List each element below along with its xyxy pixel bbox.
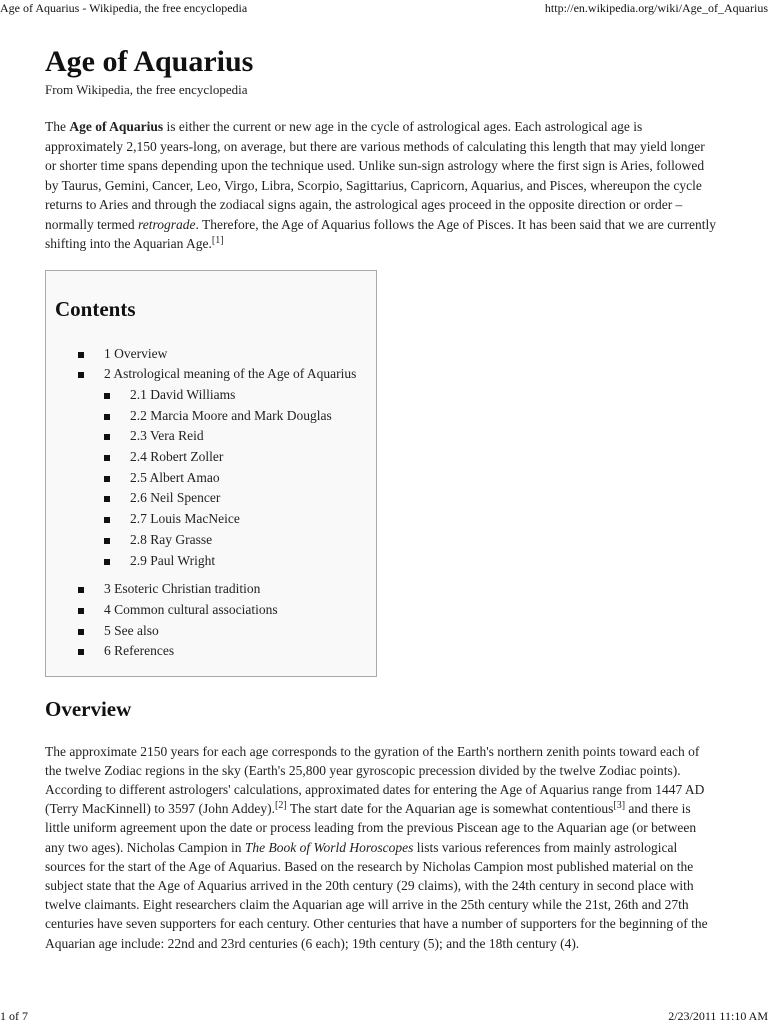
toc-subitem[interactable]: 2.7 Louis MacNeice (104, 509, 356, 530)
toc-item[interactable]: 5 See also (78, 621, 356, 642)
intro-italic-term: retrograde (137, 216, 196, 232)
intro-bold-term: Age of Aquarius (69, 119, 164, 134)
intro-text-2: is either the current or new age in the cycle of astrological ages. Each astrological age is approximately 2,150 years-long, on average, but there are various methods of calculating this length that may yield longer or shorter time spans depending upon the technique used. Unlike sun-sign astrology where the first sign is Aries, followed by Taurus, Gemini, Cancer, Leo, Virgo, Libra, Scorpio, Sagittarius, Capricorn, Aquarius, and Pisces, whereupon the cycle returns to Aries and through the zodiacal signs again, the astrological ages proceed in the opposite direction or order – normally termed (45, 119, 705, 232)
toc-list (78, 344, 356, 663)
print-header-title: Age of Aquarius - Wikipedia, the free encyclopedia (0, 1, 248, 15)
toc-subitem[interactable]: 2.4 Robert Zoller (104, 447, 356, 468)
overview-text-3: and there is little uniform agreement upon the date or process leading from the previous Piscean age to the Aquarian age (or between any two ages). Nicholas Campion in (45, 801, 697, 855)
print-datetime: 2/23/2011 11:10 AM (668, 1009, 768, 1023)
ref-link-1[interactable]: [1] (211, 235, 224, 246)
ref-link-2[interactable]: [2] (275, 800, 287, 812)
site-subtitle: From Wikipedia, the free encyclopedia (45, 82, 248, 97)
toc-subitem[interactable]: 2.6 Neil Spencer (104, 488, 356, 509)
toc-subitem[interactable]: 2.2 Marcia Moore and Mark Douglas (104, 406, 356, 427)
toc-subitem[interactable]: 2.5 Albert Amao (104, 468, 356, 489)
overview-text-2: The start date for the Aquarian age is somewhat contentious (286, 801, 614, 817)
toc-item[interactable]: 3 Esoteric Christian tradition (78, 579, 356, 600)
overview-text-4: lists various references from mainly astrological sources for the start of the Age of Aquarius. Based on the research by Nicholas Campion most published material on the subject state that the Age of Aquarius arrived in the 20th century (29 claims), with the 24th century in second place with twelve claimants. Eight researchers claim the Aquarian age will arrive in the 25th century while the 21st, 26th and 27th centuries have seven supporters for each century. Other centuries that have a number of supporters for the beginning of the Aquarian age include: 22nd and 23rd centuries (6 each); 19th century (5); and the 18th century (4). (45, 839, 708, 951)
toc-subitem[interactable]: 2.8 Ray Grasse (104, 530, 356, 551)
overview-text-1: The approximate 2150 years for each age corresponds to the gyration of the Earth's northern zenith points toward each of the twelve Zodiac regions in the sky (Earth's 25,800 year gyroscopic precession divided by the twelve Zodiac points). According to different astrologers' calculations, approximated dates for entering the Age of Aquarius range from 1447 AD (Terry MacKinnell) to 3597 (John Addey). (45, 743, 705, 817)
page-number: 1 of 7 (0, 1009, 28, 1023)
toc-subitem[interactable]: 2.3 Vera Reid (104, 426, 356, 447)
table-of-contents (45, 270, 377, 677)
toc-subitem[interactable]: 2.9 Paul Wright (104, 551, 356, 572)
toc-item[interactable]: 4 Common cultural associations (78, 600, 356, 621)
book-title: The Book of World Horoscopes (244, 839, 414, 855)
toc-item[interactable]: 2 Astrological meaning of the Age of Aquarius (78, 364, 356, 385)
page-title: Age of Aquarius (45, 45, 254, 78)
intro-text-3: . Therefore, the Age of Aquarius follows the Age of Pisces. It has been said that we are currently shifting into the Aquarian Age. (45, 216, 716, 251)
intro-text-1: The (45, 119, 70, 134)
intro-paragraph (45, 117, 717, 254)
section-heading-overview: Overview (45, 696, 132, 721)
toc-item[interactable]: 6 References (78, 641, 356, 662)
overview-paragraph (45, 742, 717, 953)
article-content (45, 42, 717, 953)
toc-item[interactable]: 1 Overview (78, 344, 356, 365)
toc-sublist (104, 385, 356, 571)
print-header-url[interactable]: http://en.wikipedia.org/wiki/Age_of_Aquarius (544, 1, 768, 15)
toc-title: Contents (55, 296, 136, 321)
toc-subitem[interactable]: 2.1 David Williams (104, 385, 356, 406)
ref-link-3[interactable]: [3] (613, 800, 626, 812)
